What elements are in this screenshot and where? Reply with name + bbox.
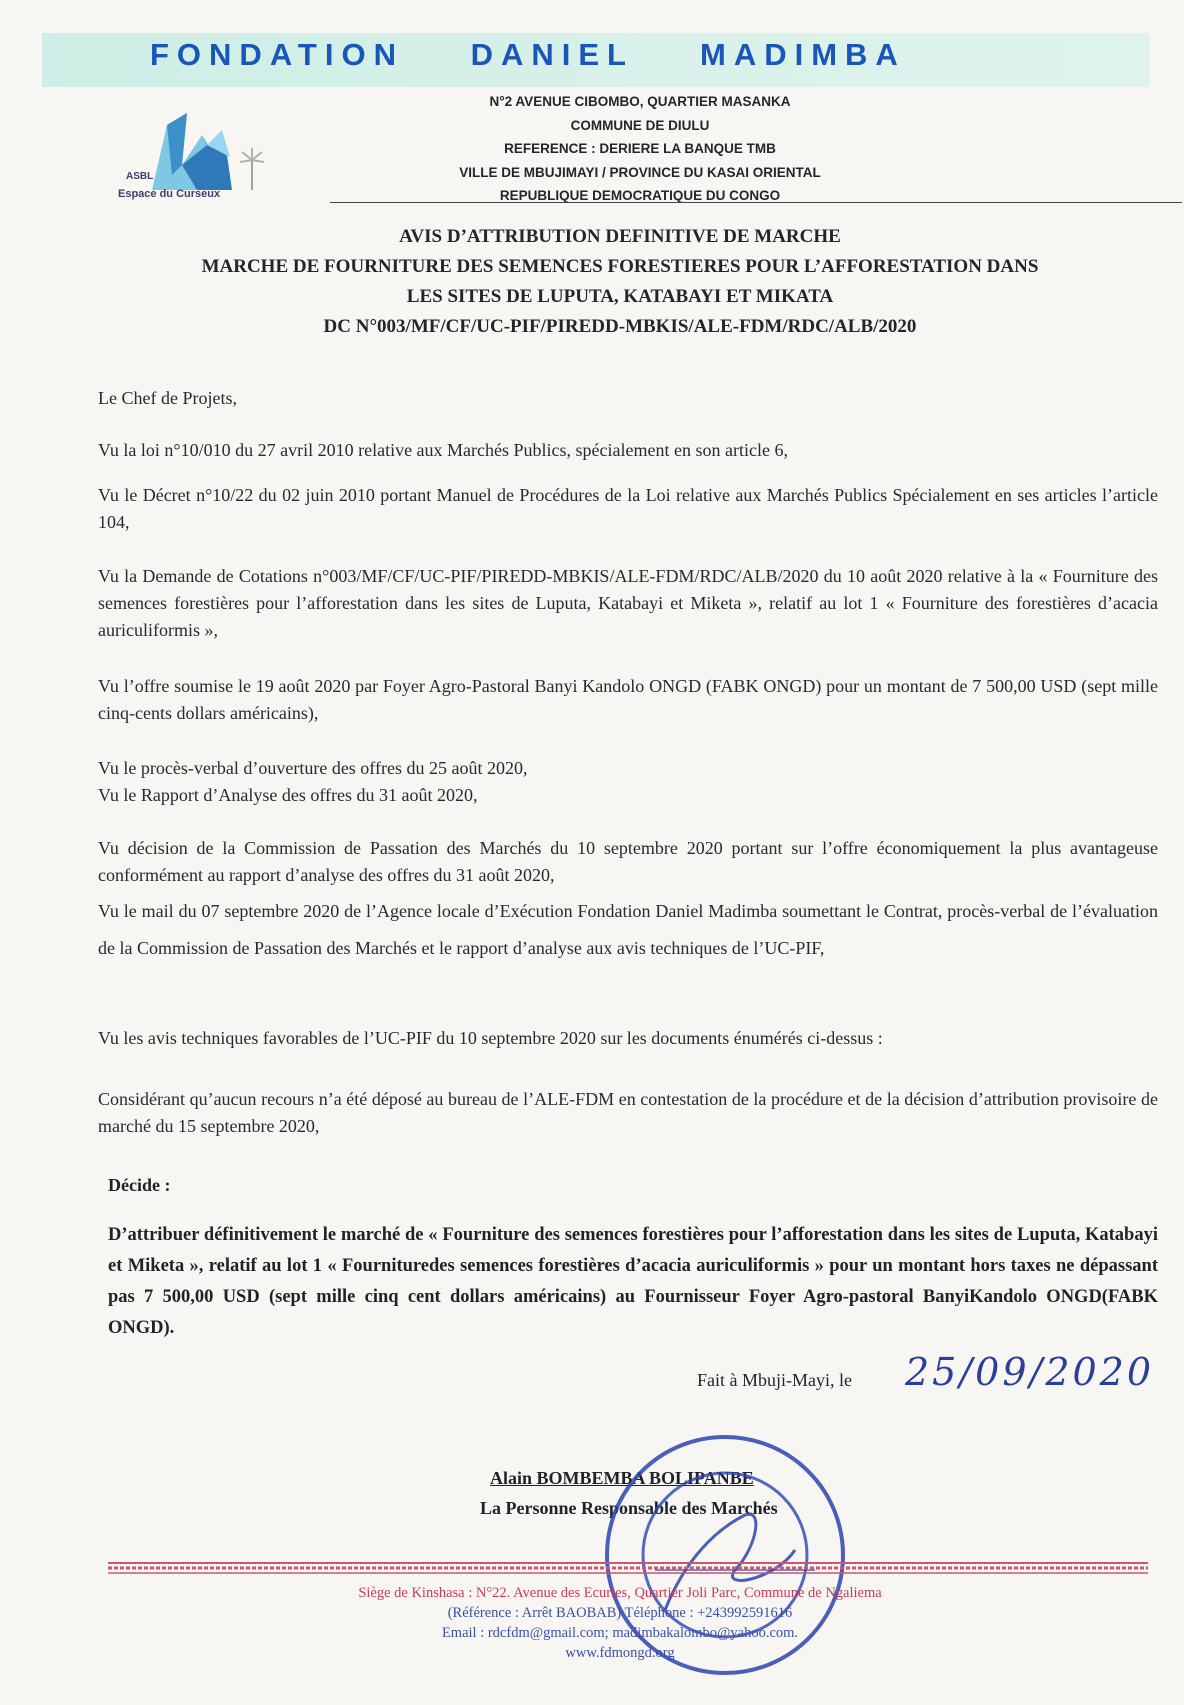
address-line: REPUBLIQUE DEMOCRATIQUE DU CONGO (499, 188, 781, 203)
title-line: AVIS D’ATTRIBUTION DEFINITIVE DE MARCHE (399, 226, 841, 247)
address-line: REFERENCE : DERIERE LA BANQUE TMB (504, 141, 776, 156)
footer-website: www.fdmongd.org (565, 1645, 675, 1661)
paragraph-text: Vu l’offre soumise le 19 août 2020 par Foyer Agro-Pastoral Banyi Kandolo ONGD (FABK ONGD) pour un montant de 7 500,00 USD (sept mille cinq-cents dollars américains), (98, 676, 1158, 723)
paragraph-4 (98, 673, 1158, 727)
paragraph-2 (98, 482, 1158, 536)
footer-email: Email : rdcfdm@gmail.com; madimbakalombo@yahoo.com. (441, 1625, 799, 1641)
handwritten-date: 25/09/2020 (905, 1350, 1155, 1394)
footer-divider (108, 1561, 1148, 1575)
salutation (98, 385, 1158, 412)
paragraph-1 (98, 437, 1158, 464)
logo-caption: Espace du Curseux (118, 188, 221, 200)
paragraph-text: Vu le procès-verbal d’ouverture des offres du 25 août 2020, (98, 758, 528, 778)
address-line: VILLE DE MBUJIMAYI / PROVINCE DU KASAI ORIENTAL (459, 164, 821, 180)
paragraph-text: Vu la loi n°10/010 du 27 avril 2010 relative aux Marchés Publics, spécialement en son article 6, (98, 440, 788, 460)
paragraph-text: Vu le Décret n°10/22 du 02 juin 2010 portant Manuel de Procédures de la Loi relative aux Marchés Publics Spécialement en ses articles l’article 104, (98, 485, 1158, 532)
decision-label: Décide : (108, 1175, 171, 1195)
decision-text: D’attribuer définitivement le marché de « Fourniture des semences forestières pour l’afforestation dans les sites de Luputa, Katabayi et Miketa », relatif au lot 1 « Fournituredes semences forestières d’acacia auriculiformis » pour un montant hors taxes ne dépassant pas 7 500,00 USD (sept mille cinq cent dollars américains) au Fournisseur Foyer Agro-pastoral BanyiKandolo ONGD(FABK ONGD). (108, 1225, 1158, 1338)
paragraph-3 (98, 563, 1158, 644)
signature-place: Fait à Mbuji-Mayi, le (697, 1370, 852, 1390)
title-line: LES SITES DE LUPUTA, KATABAYI ET MIKATA (406, 286, 834, 307)
footer-contact (240, 1583, 1000, 1663)
title-reference: DC N°003/MF/CF/UC-PIF/PIREDD-MBKIS/ALE-FDM/RDC/ALB/2020 (323, 316, 917, 337)
paragraph-text: Vu décision de la Commission de Passation des Marchés du 10 septembre 2020 portant sur l’offre économiquement la plus avantageuse conformément au rapport d’analyse des offres du 31 août 2020, (98, 838, 1158, 885)
footer-reference: (Référence : Arrêt BAOBAB) Téléphone : +243992591616 (447, 1605, 793, 1621)
paragraph-8 (98, 1025, 1158, 1052)
address-line: N°2 AVENUE CIBOMBO, QUARTIER MASANKA (489, 94, 791, 109)
paragraph-text: Vu les avis techniques favorables de l’UC-PIF du 10 septembre 2020 sur les documents énumérés ci-dessus : (98, 1028, 883, 1048)
logo-asbl-label: ASBL (126, 171, 154, 182)
paragraph-7 (98, 893, 1158, 967)
address-block (380, 90, 900, 208)
organization-title: FONDATION DANIEL MADIMBA (150, 37, 906, 72)
signer-role: La Personne Responsable des Marchés (480, 1498, 778, 1518)
paragraph-text: Vu le mail du 07 septembre 2020 de l’Agence locale d’Exécution Fondation Daniel Madimba soumettant le Contrat, procès-verbal de l’évaluation de la Commission de Passation des Marchés et le rapport d’analyse aux avis techniques de l’UC-PIF, (98, 901, 1158, 958)
footer-address: Siège de Kinshasa : N°22. Avenue des Ecuries, Quartier Joli Parc, Commune de Ngaliema (358, 1585, 882, 1601)
paragraph-9 (98, 1086, 1158, 1140)
notice-title (100, 222, 1140, 342)
salutation-text: Le Chef de Projets, (98, 388, 237, 408)
paragraph-6 (98, 835, 1158, 889)
signer-name: Alain BOMBEMBA BOLIPANBE (490, 1468, 754, 1488)
paragraph-text: Considérant qu’aucun recours n’a été déposé au bureau de l’ALE-FDM en contestation de la procédure et de la décision d’attribution provisoire de marché du 15 septembre 2020, (98, 1089, 1158, 1136)
header-divider (330, 202, 1182, 203)
title-line: MARCHE DE FOURNITURE DES SEMENCES FORESTIERES POUR L’AFFORESTATION DANS (201, 256, 1039, 277)
paragraph-text: Vu la Demande de Cotations n°003/MF/CF/UC-PIF/PIREDD-MBKIS/ALE-FDM/RDC/ALB/2020 du 10 août 2020 relative à la « Fourniture des semences forestières pour l’afforestation dans les sites de Luputa, Katabayi et Miketa », relatif au lot 1 « Fourniture des forestières d’acacia auriculiformis », (98, 566, 1158, 640)
paragraph-5 (98, 755, 1158, 809)
address-line: COMMUNE DE DIULU (570, 117, 710, 133)
paragraph-text: Vu le Rapport d’Analyse des offres du 31 août 2020, (98, 785, 478, 805)
